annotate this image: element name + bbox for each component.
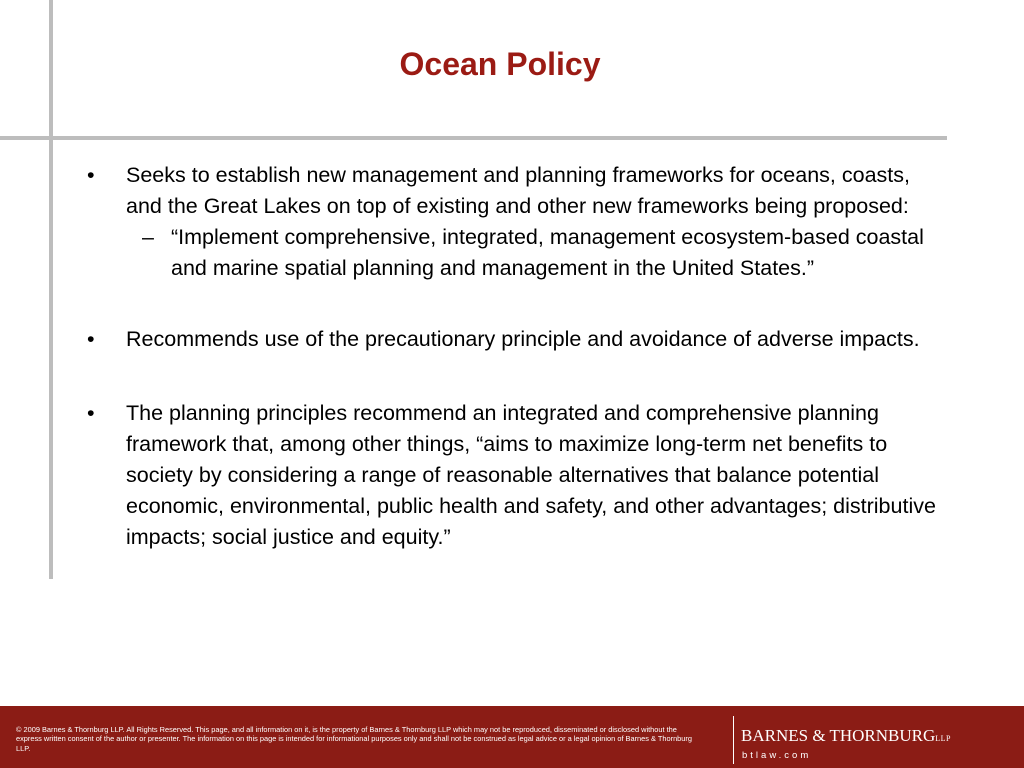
vertical-rule bbox=[49, 0, 53, 579]
slide-content bbox=[85, 160, 945, 553]
brand-suffix: LLP bbox=[935, 734, 952, 743]
slide-title: Ocean Policy bbox=[399, 46, 601, 82]
bullet-item bbox=[85, 398, 945, 553]
footer-bar bbox=[0, 706, 1024, 768]
sub-bullet-item bbox=[85, 222, 945, 284]
horizontal-rule bbox=[0, 136, 947, 140]
sub-bullet-marker: – bbox=[142, 225, 154, 249]
bullet-text: Recommends use of the precautionary principle and avoidance of adverse impacts. bbox=[126, 327, 920, 351]
brand-name: BARNES & THORNBURG bbox=[741, 726, 936, 745]
bullet-marker: • bbox=[87, 401, 95, 425]
sub-bullet-text: “Implement comprehensive, integrated, management ecosystem-based coastal and marine spatial planning and management in the United States.” bbox=[171, 225, 924, 280]
spacer bbox=[85, 355, 945, 398]
brand-logo bbox=[741, 726, 951, 749]
brand-url: btlaw.com bbox=[742, 750, 812, 761]
spacer bbox=[85, 284, 945, 324]
bullet-text: The planning principles recommend an integrated and comprehensive planning framework that, among other things, “aims to maximize long-term net benefits to society by considering a range of reasonable alternatives that balance potential economic, environmental, public health and safety, and other advantages; distributive impacts; social justice and equity.” bbox=[126, 401, 936, 549]
bullet-item bbox=[85, 160, 945, 222]
bullet-item bbox=[85, 324, 945, 355]
brand-divider bbox=[733, 716, 734, 764]
copyright-notice: © 2009 Barnes & Thornburg LLP. All Rights Reserved. This page, and all information on it, is the property of Barnes & Thornburg LLP which may not be reproduced, disseminated or disclosed without the express written consent of the author or presenter. The information on this page is intended for informational purposes only and shall not be construed as legal advice or a legal opinion of Barnes & Thornburg LLP. bbox=[16, 725, 692, 753]
bullet-text: Seeks to establish new management and planning frameworks for oceans, coasts, and the Great Lakes on top of existing and other new frameworks being proposed: bbox=[126, 163, 910, 218]
bullet-marker: • bbox=[87, 327, 95, 351]
bullet-marker: • bbox=[87, 163, 95, 187]
